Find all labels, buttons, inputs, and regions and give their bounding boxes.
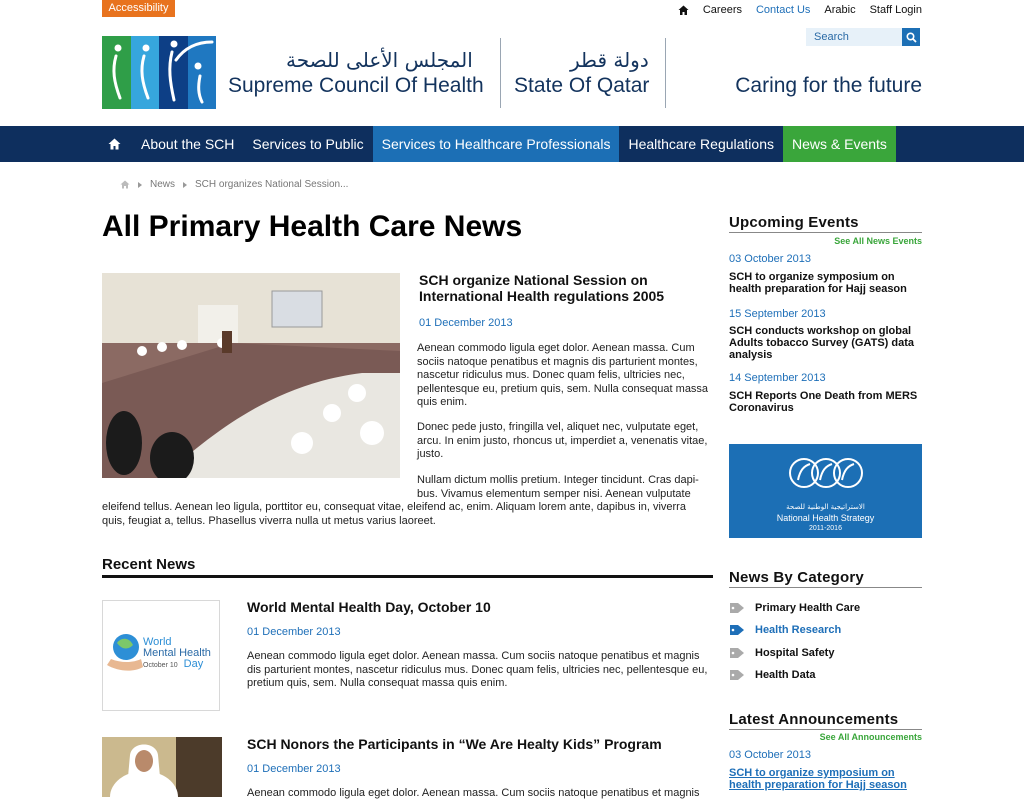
recent-news-heading: Recent News [102,556,713,578]
event-date: 03 October 2013 [729,253,811,265]
thumbnail-caption: World Mental Health October 10 Day [143,636,211,670]
news-date: 01 December 2013 [247,763,341,775]
chevron-right-icon [138,182,142,188]
sch-logo[interactable] [102,36,216,109]
strategy-name: National Health Strategy [776,513,875,523]
tag-icon [729,647,745,659]
home-icon[interactable] [120,180,130,189]
main-nav [102,126,896,162]
latest-announcements-heading: Latest Announcements [729,711,922,730]
state-name-arabic: دولة قطر [570,48,649,72]
staff-login-link[interactable]: Staff Login [869,4,922,16]
news-date: 01 December 2013 [247,626,341,638]
search-button[interactable] [902,28,920,46]
news-excerpt: Aenean commodo ligula eget dolor. Aenean massa. Cum sociis natoque penatibus et magnis [247,787,700,799]
feature-paragraph: Nullam dictum mollis pretium. Integer tincidunt. Cras dapi-bus. Vivamus elementum semper nisi. Aenean vulputate [417,474,699,500]
announcement-title[interactable]: SCH to organize symposium on health preparation for Hajj season [729,767,907,791]
nav-home[interactable] [102,126,132,162]
category-health-research[interactable]: Health Research [729,624,841,636]
see-all-announcements-link[interactable]: See All Announcements [819,732,922,742]
contact-us-link[interactable]: Contact Us [755,4,811,16]
page-title: All Primary Health Care News [102,210,523,243]
event-title[interactable]: SCH Reports One Death from MERS Coronavirus [729,390,918,414]
news-thumbnail[interactable] [102,600,220,711]
strategy-arabic: الاستراتيجية الوطنية للصحة [786,503,865,511]
feature-paragraph: Donec pede justo, fringilla vel, aliquet nec, vulputate eget, arcu. In enim justo, rhoncus ut, imperdiet a, venenatis vitae, justo. [417,421,708,460]
accessibility-button[interactable]: Accessibility [102,0,175,17]
chevron-right-icon [183,182,187,188]
home-icon [108,138,121,150]
utility-nav [678,4,922,16]
news-title[interactable]: World Mental Health Day, October 10 [247,599,491,615]
upcoming-events-heading: Upcoming Events [729,214,922,233]
tag-icon [729,602,745,614]
nav-news-events[interactable]: News & Events [783,126,896,162]
tagline: Caring for the future [735,74,922,97]
state-name: State Of Qatar [514,74,650,97]
strategy-logo-icon [786,456,866,490]
nav-about[interactable]: About the SCH [141,136,235,152]
nav-services-public[interactable]: Services to Public [252,136,364,152]
nav-regulations[interactable]: Healthcare Regulations [628,136,774,152]
arabic-link[interactable]: Arabic [824,4,856,16]
tag-icon [729,669,745,681]
category-hospital-safety[interactable]: Hospital Safety [729,647,834,659]
feature-paragraph: eleifend tellus. Aenean leo ligula, porttitor eu, consequat vitae, eleifend ac, enim. Aliquam lorem ante, dapibus in, viverra quis, feugiat a, tellus. Phasellus viverra nulla ut metus varius laoreet. [102,501,686,527]
event-title[interactable]: SCH conducts workshop on global Adults tobacco Survey (GATS) data analysis [729,325,914,361]
category-health-data[interactable]: Health Data [729,669,816,681]
search-icon [906,32,917,43]
feature-date: 01 December 2013 [419,317,513,329]
news-by-category-heading: News By Category [729,569,922,588]
event-date: 14 September 2013 [729,372,826,384]
event-title[interactable]: SCH to organize symposium on health preparation for Hajj season [729,271,907,295]
home-icon[interactable] [678,5,689,16]
careers-link[interactable]: Careers [702,4,742,16]
breadcrumb-news[interactable]: News [150,179,176,190]
feature-title[interactable]: SCH organize National Session on International Health regulations 2005 [419,272,665,304]
nav-services-professionals[interactable]: Services to Healthcare Professionals [373,126,620,162]
search-input[interactable]: Search [806,28,902,46]
news-title[interactable]: SCH Nonors the Participants in “We Are Healty Kids” Program [247,736,662,752]
strategy-years: 2011-2016 [809,525,842,532]
announcement-date: 03 October 2013 [729,749,811,761]
breadcrumb [120,179,348,190]
org-name: Supreme Council Of Health [228,74,484,97]
news-excerpt: Aenean commodo ligula eget dolor. Aenean massa. Cum sociis natoque penatibus et magnis dis parturient montes, nascetur ridiculus mus. Donec quam felis, ultricies nec, pellentesque eu, pretium quis, sem. Nulla consequat massa quis enim. [247,650,708,689]
tag-icon [729,624,745,636]
header-divider [500,38,501,108]
breadcrumb-current: SCH organizes National Session... [195,179,349,190]
feature-image[interactable] [102,273,400,478]
see-all-events-link[interactable]: See All News Events [834,236,922,246]
national-health-strategy-banner[interactable] [729,444,922,538]
event-date: 15 September 2013 [729,308,826,320]
header-divider-2 [665,38,666,108]
feature-paragraph: Aenean commodo ligula eget dolor. Aenean massa. Cum sociis natoque penatibus et magnis dis parturient montes, nascetur ridiculus mus. Donec quam felis, ultricies nec, pellentesque eu, pretium quis, sem. Nulla consequat massa quis enim. [417,342,709,408]
org-name-arabic: المجلس الأعلى للصحة [286,48,473,72]
category-primary-health-care[interactable]: Primary Health Care [729,602,860,614]
